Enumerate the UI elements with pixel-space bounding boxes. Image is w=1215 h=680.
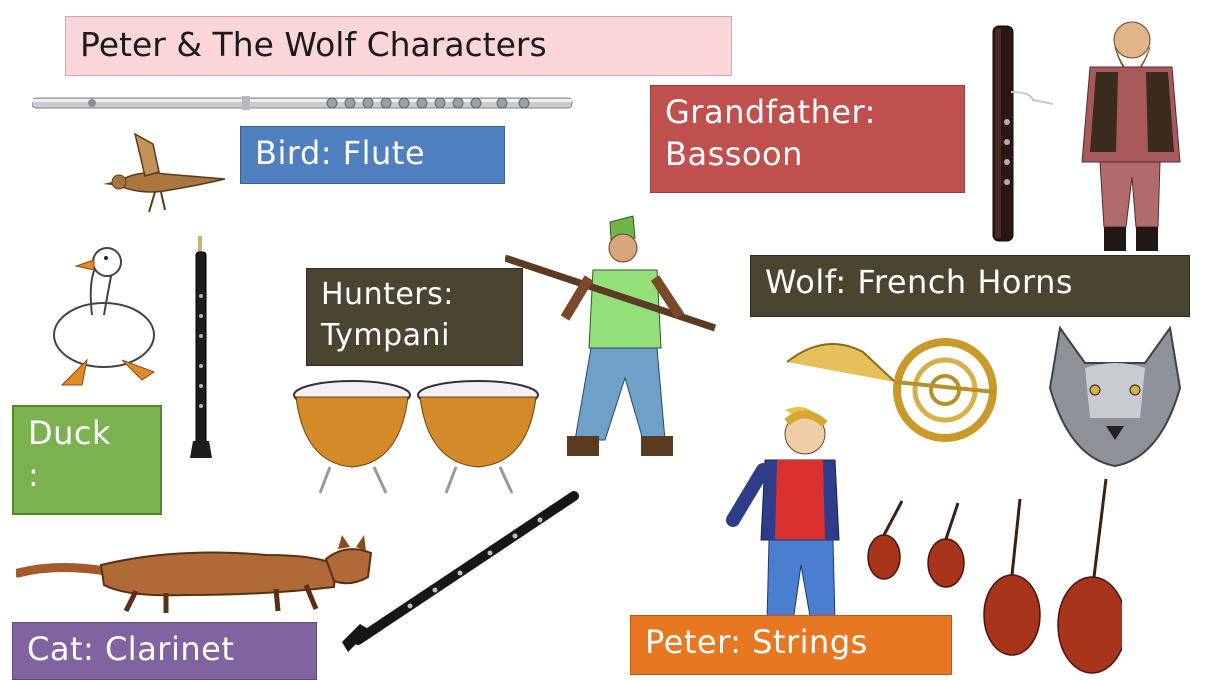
wolf-image <box>1030 318 1200 468</box>
peter-label-text: Peter: Strings <box>645 623 868 661</box>
cat-label-text: Cat: Clarinet <box>27 630 235 668</box>
duck-label-line1: Duck <box>28 414 112 452</box>
clarinet-image <box>340 490 580 655</box>
duck-label <box>12 405 162 515</box>
grandfather-label-line2: Bassoon <box>665 134 803 173</box>
tympani-image <box>290 375 550 495</box>
hunters-tympani-label <box>306 268 523 366</box>
bird-image <box>95 124 235 219</box>
peter-strings-label <box>630 615 952 675</box>
slide-title: Peter & The Wolf Characters <box>65 16 732 76</box>
peter-image <box>715 400 865 625</box>
bassoon-image <box>985 22 1055 247</box>
hunters-label-line2: Tympani <box>321 317 450 353</box>
grandfather-label-line1: Grandfather: <box>665 93 876 131</box>
duck-image <box>32 240 162 395</box>
cat-clarinet-label <box>12 622 317 680</box>
bird-flute-label <box>240 126 505 184</box>
flute-image <box>32 90 577 116</box>
oboe-image <box>188 236 220 461</box>
grandfather-image <box>1060 12 1200 257</box>
hunters-label-line1: Hunters: <box>321 277 454 312</box>
cat-image <box>16 525 376 615</box>
bird-label-text: Bird: Flute <box>255 134 426 172</box>
grandfather-bassoon-label <box>650 85 965 193</box>
wolf-french-horns-label <box>750 255 1190 317</box>
duck-label-line2: : <box>28 455 40 494</box>
wolf-label-text: Wolf: French Horns <box>765 263 1074 301</box>
